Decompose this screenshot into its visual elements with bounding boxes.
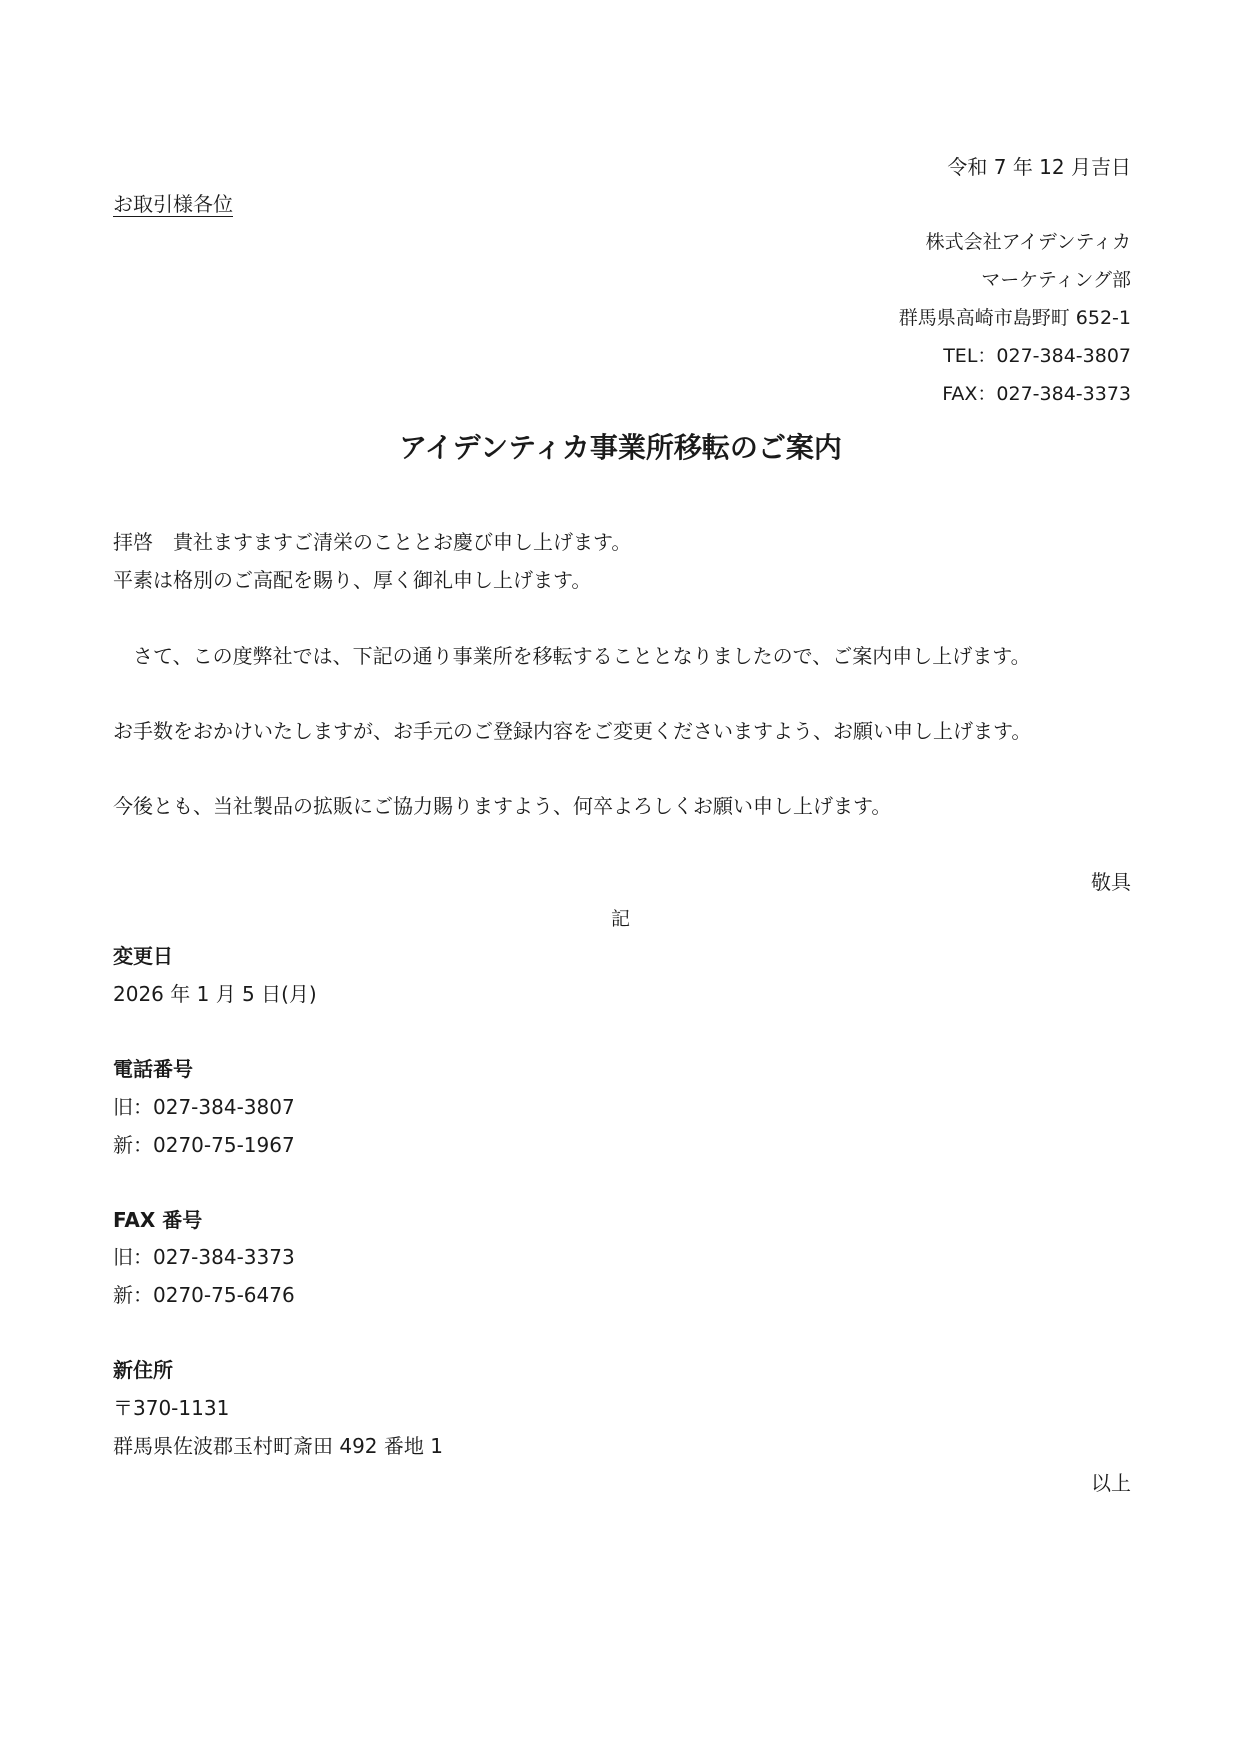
body-line-1: 拝啓 貴社ますますご清栄のこととお慶び申し上げます。 (113, 530, 632, 554)
phone-old: 旧：027-384-3807 (113, 1095, 295, 1119)
sender-fax: FAX：027-384-3373 (942, 383, 1131, 405)
sender-department: マーケティング部 (981, 269, 1131, 291)
fax-old: 旧：027-384-3373 (113, 1245, 295, 1269)
document-title: アイデンティカ事業所移転のご案内 (399, 431, 842, 464)
closing-keigu: 敬具 (1091, 870, 1131, 894)
sender-tel: TEL：027-384-3807 (943, 345, 1131, 367)
ki-heading: 記 (610, 908, 630, 930)
sender-address: 群馬県高崎市島野町 652-1 (898, 307, 1131, 329)
phone-heading: 電話番号 (113, 1057, 193, 1081)
letter-date: 令和 7 年 12 月吉日 (947, 155, 1131, 179)
body-line-2: 平素は格別のご高配を賜り、厚く御礼申し上げます。 (113, 568, 592, 592)
addressee: お取引様各位 (113, 192, 233, 216)
change-date-heading: 変更日 (113, 944, 173, 968)
fax-heading: FAX 番号 (113, 1208, 203, 1232)
new-address-value: 群馬県佐波郡玉村町斎田 492 番地 1 (113, 1434, 443, 1458)
body-line-4: お手数をおかけいたしますが、お手元のご登録内容をご変更くださいますよう、お願い申し上げます。 (113, 719, 1032, 743)
body-line-5: 今後とも、当社製品の拡販にご協力賜りますよう、何卒よろしくお願い申し上げます。 (113, 794, 892, 818)
change-date-value: 2026 年 1 月 5 日(月) (113, 982, 317, 1006)
sender-company: 株式会社アイデンティカ (925, 231, 1131, 253)
body-line-3: さて、この度弊社では、下記の通り事業所を移転することとなりましたので、ご案内申し上げます。 (113, 644, 1031, 668)
postal-code: 〒370-1131 (113, 1396, 230, 1420)
phone-new: 新：0270-75-1967 (113, 1133, 295, 1157)
closing-ijou: 以上 (1091, 1471, 1131, 1495)
fax-new: 新：0270-75-6476 (113, 1283, 295, 1307)
new-address-heading: 新住所 (113, 1358, 173, 1382)
